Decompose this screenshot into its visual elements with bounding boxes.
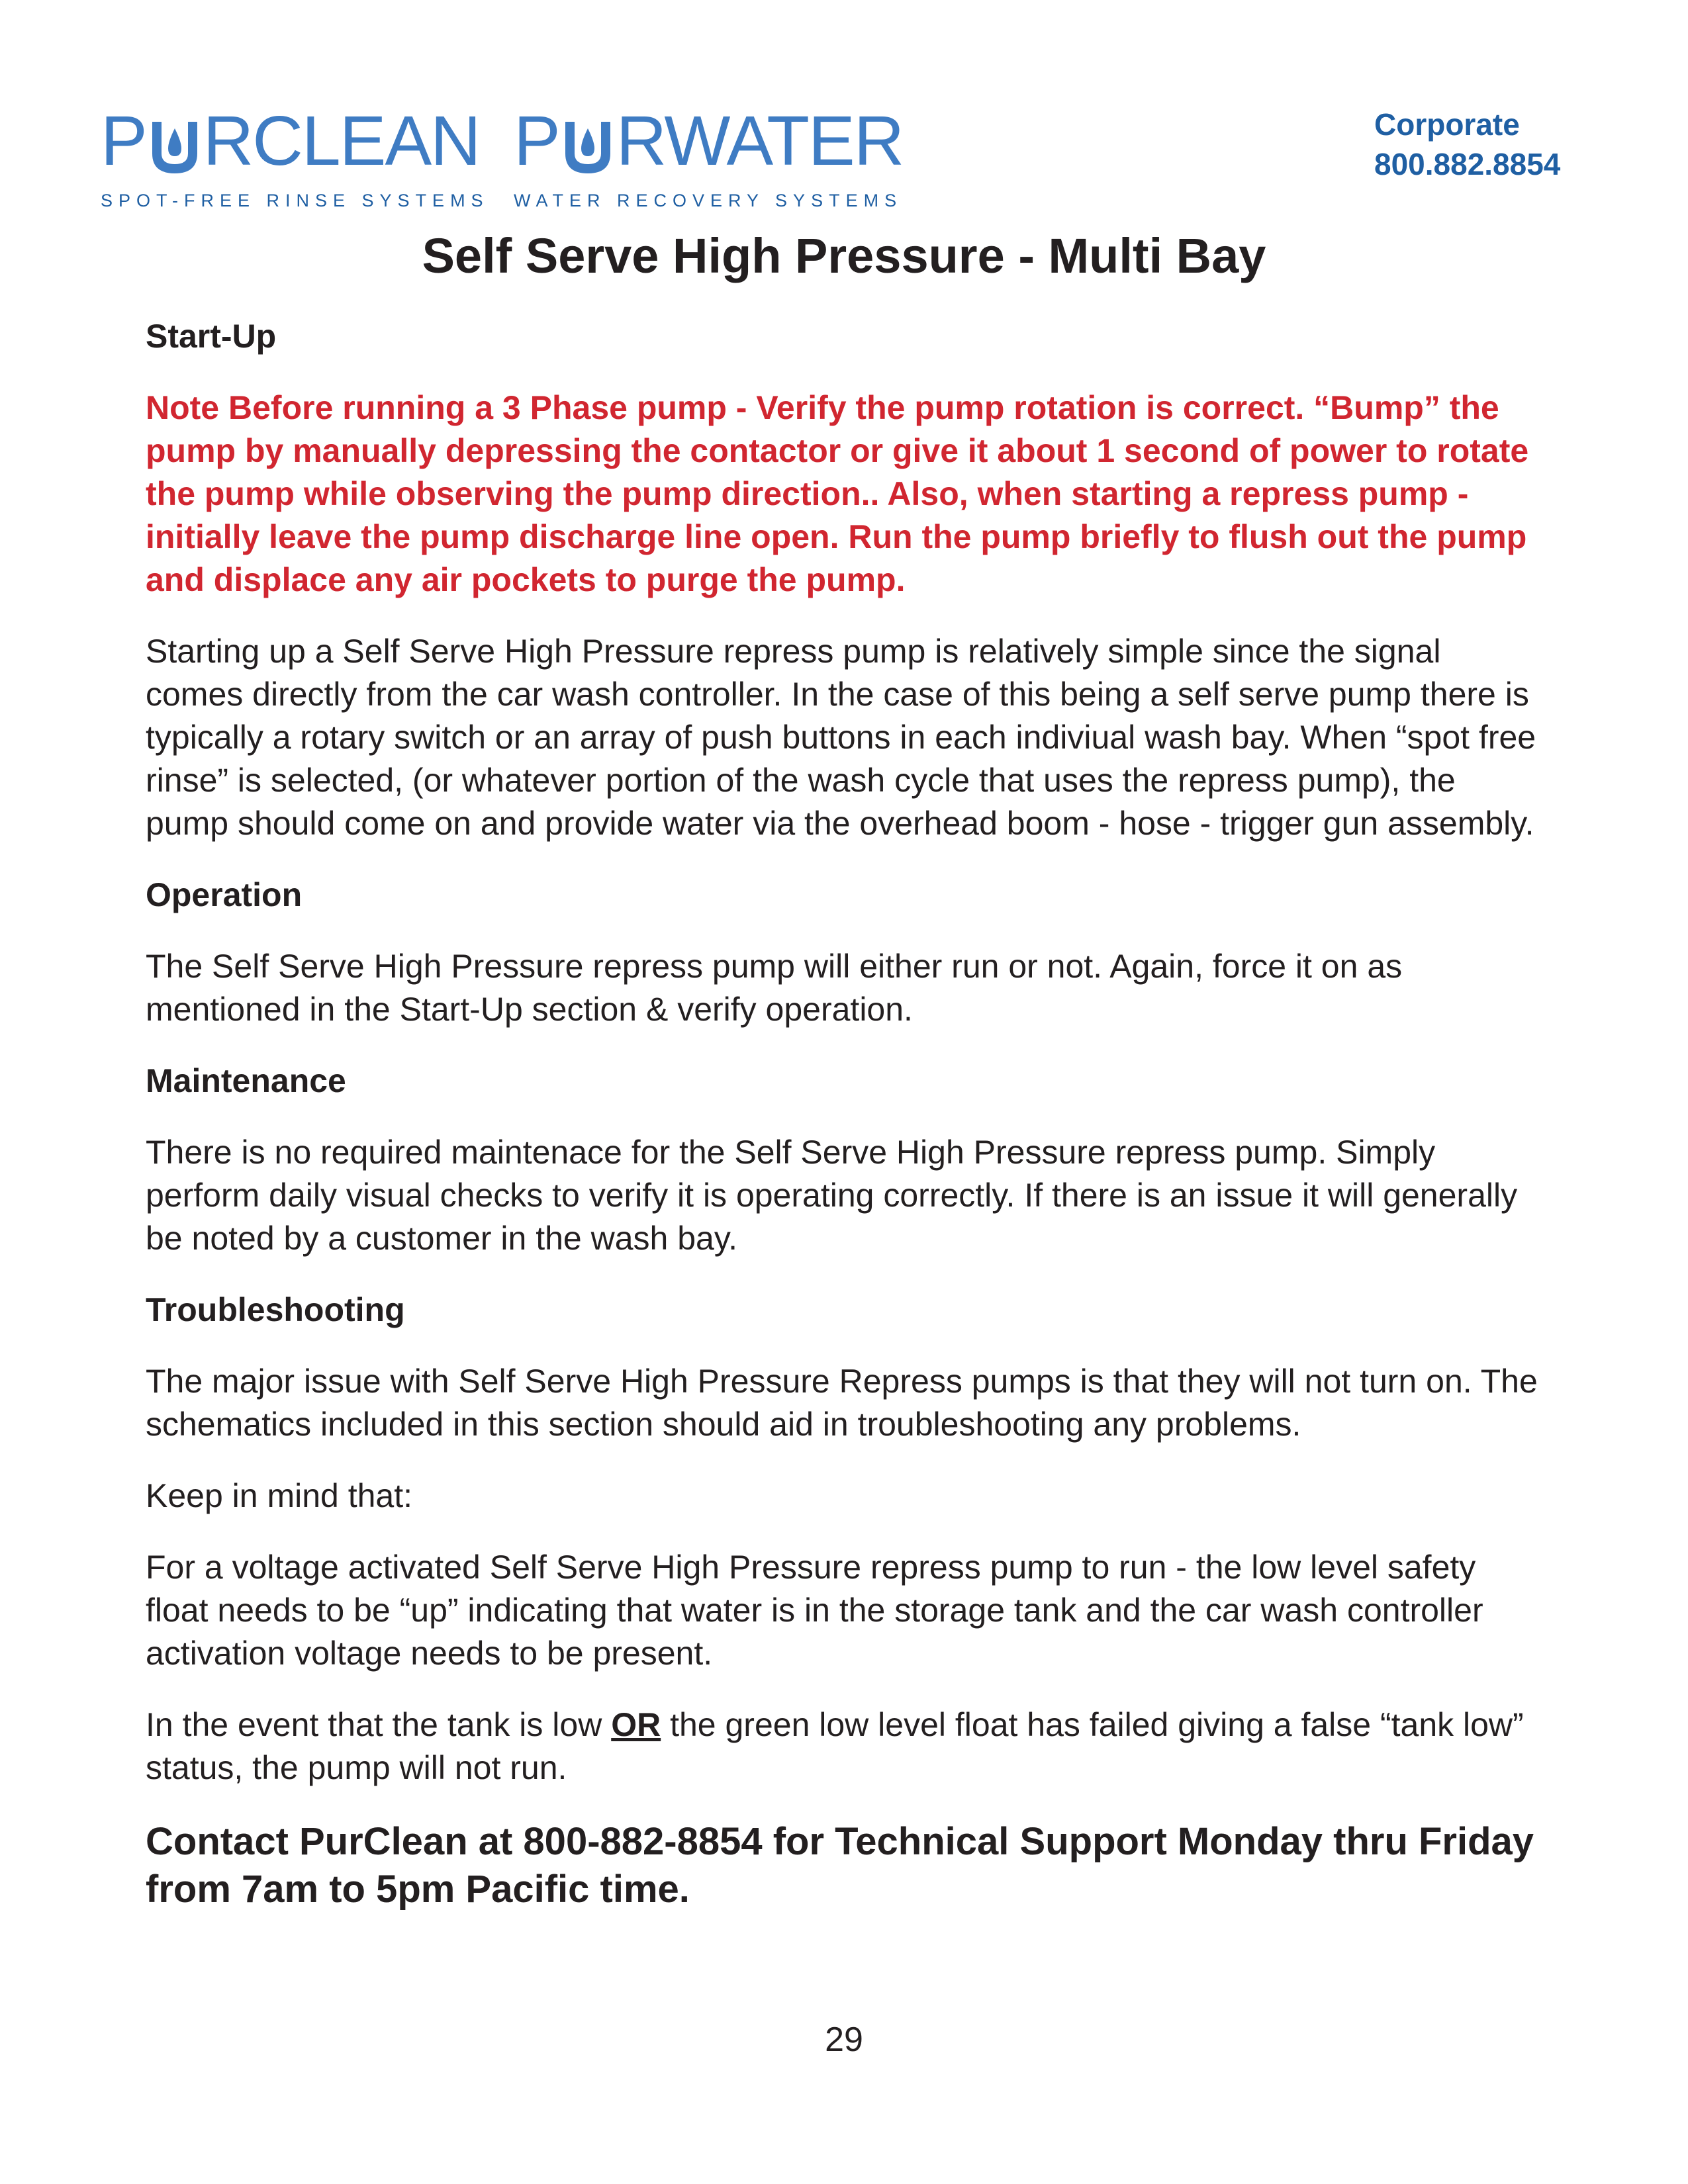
purclean-wordmark-p: P — [101, 102, 146, 180]
troubleshooting-paragraph: The major issue with Self Serve High Pressure Repress pumps is that they will not turn on. The schematics included in this section should aid in troubleshooting any problems. — [146, 1363, 1538, 1443]
troubleshooting-paragraph: For a voltage activated Self Serve High Pressure repress pump to run - the low level safety float needs to be “up” indicating that water is in the storage tank and the car wash controller activation voltage needs to be present. — [146, 1549, 1483, 1672]
operation-body: The Self Serve High Pressure repress pump will either run or not. Again, force it on as mentioned in the Start-Up section & verify operation. — [146, 948, 1403, 1028]
water-drop-icon — [147, 119, 203, 176]
troubleshooting-paragraph: Keep in mind that: — [146, 1477, 413, 1514]
startup-body: Starting up a Self Serve High Pressure repress pump is relatively simple since the signal comes directly from the car wash controller. In the case of this being a self serve pump there is typically a rotary switch or an array of push buttons in each indiviual wash bay. When “spot free rinse” is selected, (or whatever portion of the wash cycle that uses the repress pump), the pump should come on and provide water via the overhead boom - hose - trigger gun assembly. — [146, 633, 1536, 842]
startup-heading: Start-Up — [146, 318, 277, 355]
water-drop-icon — [560, 119, 616, 176]
startup-warning: Note Before running a 3 Phase pump - Verify the pump rotation is correct. “Bump” the pump by manually depressing the contactor or give it about 1 second of power to rotate the pump while observing the pump direction.. Also, when starting a repress pump - initially leave the pump discharge line open. Run the pump briefly to flush out the pump and displace any air pockets to purge the pump. — [146, 389, 1529, 598]
purclean-wordmark-rest: RCLEAN — [203, 102, 480, 180]
emphasis-or: OR — [611, 1706, 661, 1743]
troubleshooting-heading: Troubleshooting — [146, 1291, 405, 1328]
page-title: Self Serve High Pressure - Multi Bay — [422, 228, 1266, 283]
purclean-tagline: SPOT-FREE RINSE SYSTEMS — [101, 191, 489, 210]
corporate-label: Corporate — [1374, 107, 1520, 142]
purwater-logo — [514, 102, 904, 211]
troubleshooting-paragraph — [146, 1704, 1542, 1790]
text-run: the green low level float has failed giving a false “tank low” status, the pump will not run. — [146, 1706, 1524, 1786]
maintenance-body: There is no required maintenace for the Self Serve High Pressure repress pump. Simply perform daily visual checks to verify it is operating correctly. If there is an issue it will generally be noted by a customer in the wash bay. — [146, 1134, 1518, 1257]
corporate-phone: 800.882.8854 — [1374, 147, 1561, 181]
purwater-wordmark-rest: RWATER — [616, 102, 904, 180]
purwater-wordmark-p: P — [514, 102, 559, 180]
purclean-logo — [101, 102, 489, 211]
document-body — [146, 315, 1542, 1942]
corporate-contact — [1374, 105, 1560, 184]
page-header — [0, 0, 1688, 218]
text-run: In the event that the tank is low — [146, 1706, 612, 1743]
purclean-wordmark — [101, 102, 489, 180]
operation-heading: Operation — [146, 876, 303, 913]
purwater-wordmark — [514, 102, 904, 180]
purwater-tagline: WATER RECOVERY SYSTEMS — [514, 191, 903, 210]
maintenance-heading: Maintenance — [146, 1062, 346, 1099]
page-number: 29 — [825, 2021, 863, 2059]
contact-support-note: Contact PurClean at 800-882-8854 for Technical Support Monday thru Friday from 7am to 5pm Pacific time. — [146, 1820, 1534, 1911]
